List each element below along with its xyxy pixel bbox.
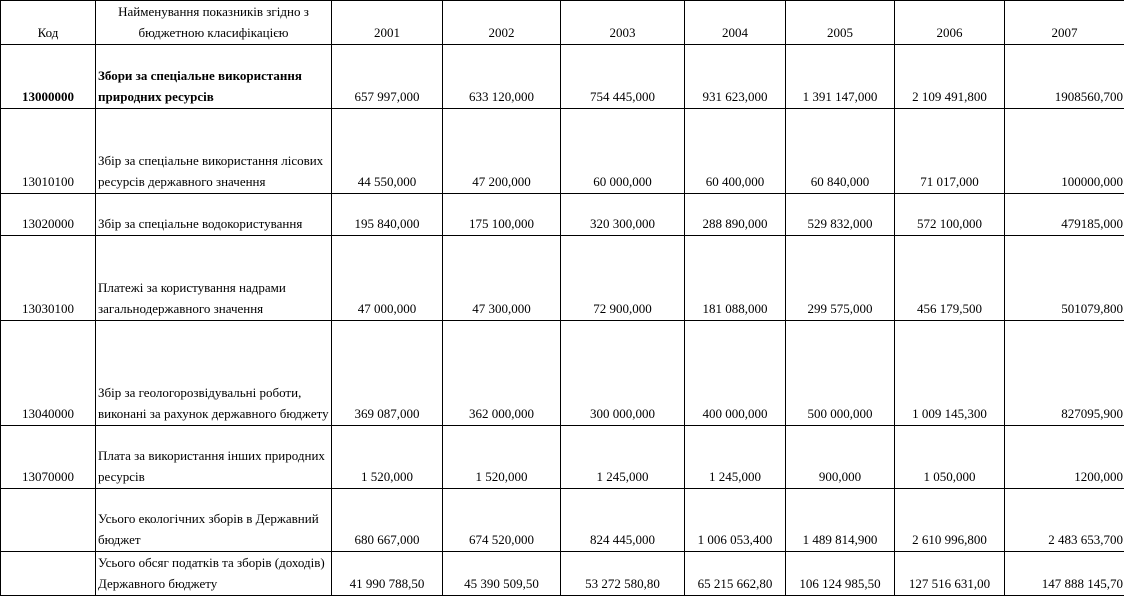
row-name: Збір за спеціальне використання лісових ресурсів державного значення (96, 109, 332, 194)
row-value: 147 888 145,70 (1005, 552, 1124, 596)
row-value: 45 390 509,50 (443, 552, 561, 596)
row-value: 1 520,000 (332, 426, 443, 489)
row-value: 1 245,000 (561, 426, 685, 489)
row-value: 1 050,000 (895, 426, 1005, 489)
row-value: 72 900,000 (561, 236, 685, 321)
row-value: 456 179,500 (895, 236, 1005, 321)
total-row-ecological (1, 489, 1124, 552)
row-name: Збори за спеціальне використання природних ресурсів (96, 45, 332, 109)
row-value: 754 445,000 (561, 45, 685, 109)
table-row (1, 236, 1124, 321)
header-year: 2002 (443, 1, 561, 45)
row-value: 47 200,000 (443, 109, 561, 194)
row-value: 320 300,000 (561, 194, 685, 236)
row-value: 362 000,000 (443, 321, 561, 426)
row-value: 674 520,000 (443, 489, 561, 552)
row-value: 2 483 653,700 (1005, 489, 1124, 552)
header-year: 2006 (895, 1, 1005, 45)
row-value: 1 391 147,000 (786, 45, 895, 109)
row-value: 60 840,000 (786, 109, 895, 194)
header-year: 2001 (332, 1, 443, 45)
table-row (1, 426, 1124, 489)
row-value: 41 990 788,50 (332, 552, 443, 596)
row-value: 369 087,000 (332, 321, 443, 426)
row-value: 44 550,000 (332, 109, 443, 194)
row-value: 288 890,000 (685, 194, 786, 236)
row-value: 60 000,000 (561, 109, 685, 194)
row-code: 13020000 (1, 194, 96, 236)
row-value: 572 100,000 (895, 194, 1005, 236)
row-value: 299 575,000 (786, 236, 895, 321)
row-value: 175 100,000 (443, 194, 561, 236)
row-value: 400 000,000 (685, 321, 786, 426)
row-value: 1 245,000 (685, 426, 786, 489)
row-value: 65 215 662,80 (685, 552, 786, 596)
header-year: 2003 (561, 1, 685, 45)
header-code: Код (1, 1, 96, 45)
row-value: 931 623,000 (685, 45, 786, 109)
row-value: 100000,000 (1005, 109, 1124, 194)
row-value: 2 109 491,800 (895, 45, 1005, 109)
row-value: 47 000,000 (332, 236, 443, 321)
table-row (1, 321, 1124, 426)
row-value: 1200,000 (1005, 426, 1124, 489)
row-name: Збір за геологорозвідувальні роботи, виконані за рахунок державного бюджету (96, 321, 332, 426)
header-name: Найменування показників згідно з бюджетною класифікацією (96, 1, 332, 45)
row-value: 680 667,000 (332, 489, 443, 552)
row-code: 13030100 (1, 236, 96, 321)
row-value: 479185,000 (1005, 194, 1124, 236)
row-value: 1 009 145,300 (895, 321, 1005, 426)
row-value: 71 017,000 (895, 109, 1005, 194)
row-value: 824 445,000 (561, 489, 685, 552)
row-value: 1 489 814,900 (786, 489, 895, 552)
row-value: 195 840,000 (332, 194, 443, 236)
row-code (1, 489, 96, 552)
row-name: Усього екологічних зборів в Державний бюджет (96, 489, 332, 552)
header-row (1, 1, 1124, 45)
row-code: 13040000 (1, 321, 96, 426)
row-value: 500 000,000 (786, 321, 895, 426)
row-value: 1 520,000 (443, 426, 561, 489)
table-row (1, 194, 1124, 236)
row-value: 106 124 985,50 (786, 552, 895, 596)
row-value: 1 006 053,400 (685, 489, 786, 552)
row-code: 13010100 (1, 109, 96, 194)
row-value: 1908560,700 (1005, 45, 1124, 109)
row-value: 127 516 631,00 (895, 552, 1005, 596)
row-name: Усього обсяг податків та зборів (доходів) Державного бюджету (96, 552, 332, 596)
row-name: Платежі за користування надрами загальнодержавного значення (96, 236, 332, 321)
row-value: 2 610 996,800 (895, 489, 1005, 552)
header-year: 2005 (786, 1, 895, 45)
row-name: Плата за використання інших природних ресурсів (96, 426, 332, 489)
row-value: 501079,800 (1005, 236, 1124, 321)
row-code: 13000000 (1, 45, 96, 109)
row-code: 13070000 (1, 426, 96, 489)
header-year: 2007 (1005, 1, 1124, 45)
row-value: 529 832,000 (786, 194, 895, 236)
table-row (1, 45, 1124, 109)
row-value: 53 272 580,80 (561, 552, 685, 596)
row-value: 827095,900 (1005, 321, 1124, 426)
row-value: 300 000,000 (561, 321, 685, 426)
row-value: 657 997,000 (332, 45, 443, 109)
row-value: 60 400,000 (685, 109, 786, 194)
row-value: 633 120,000 (443, 45, 561, 109)
header-year: 2004 (685, 1, 786, 45)
row-value: 900,000 (786, 426, 895, 489)
table-row (1, 109, 1124, 194)
row-value: 47 300,000 (443, 236, 561, 321)
row-value: 181 088,000 (685, 236, 786, 321)
row-name: Збір за спеціальне водокористування (96, 194, 332, 236)
